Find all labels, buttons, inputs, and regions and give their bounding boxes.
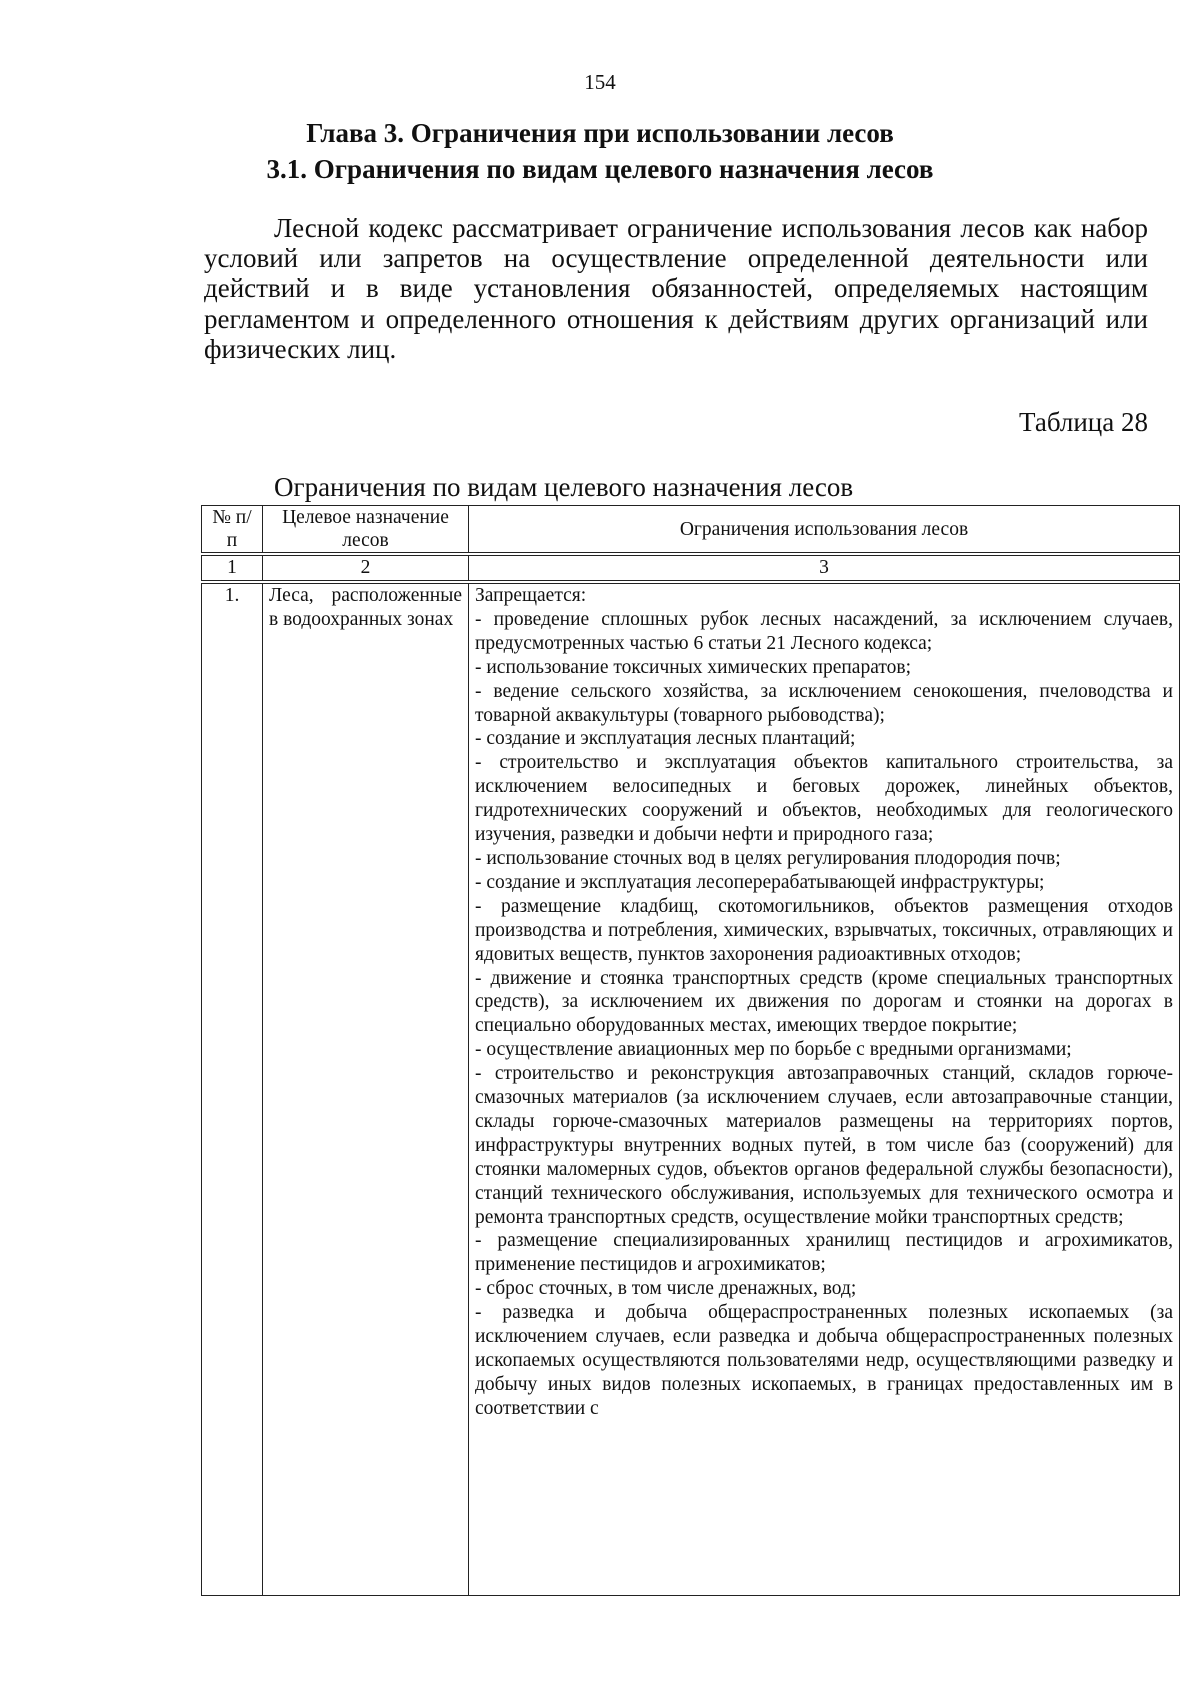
table-number: Таблица 28	[1019, 407, 1148, 437]
column-number: 1	[202, 554, 263, 582]
restriction-item: - создание и эксплуатация лесоперерабатывающей инфраструктуры;	[475, 871, 1045, 893]
restrictions-table	[201, 505, 1180, 1596]
restrictions-list	[475, 584, 1173, 1595]
chapter-title: Глава 3. Ограничения при использовании лесов	[306, 118, 894, 148]
row-number: 1.	[202, 582, 263, 1596]
restrictions-intro: Запрещается:	[475, 585, 587, 606]
page-number: 154	[584, 70, 616, 94]
restrictions-cell	[469, 582, 1180, 1596]
table-caption: Ограничения по видам целевого назначения лесов	[274, 472, 854, 502]
restriction-item: - использование токсичных химических препаратов;	[475, 656, 911, 678]
column-number: 2	[263, 554, 469, 582]
restriction-item: - размещение кладбищ, скотомогильников, объектов размещения отходов производства и потребления, химических, взрывчатых, токсичных, отравляющих и ядовитых веществ, пунктов захоронения радиоактивных отходов;	[475, 895, 1173, 965]
column-number: 3	[469, 554, 1180, 582]
restriction-item: - ведение сельского хозяйства, за исключением сенокошения, пчеловодства и товарной аквакультуры (товарного рыбоводства);	[475, 680, 1173, 726]
restriction-item: - осуществление авиационных мер по борьбе с вредными организмами;	[475, 1039, 1072, 1061]
restriction-item: - движение и стоянка транспортных средств (кроме специальных транспортных средств), за исключением их движения по дорогам и стоянки на дорогах в специально оборудованных местах, имеющих твердое покрытие;	[475, 967, 1173, 1037]
section-title: 3.1. Ограничения по видам целевого назначения лесов	[266, 154, 934, 184]
header-purpose: Целевое назначение лесов	[263, 506, 469, 555]
restriction-item: - использование сточных вод в целях регулирования плодородия почв;	[475, 847, 1061, 869]
intro-paragraph: Лесной кодекс рассматривает ограничение использования лесов как набор условий или запретов на осуществление определенной деятельности или действий и в виде установления обязанностей, определяемых настоящим регламентом и определенного отношения к действиям других организаций или физических лиц.	[204, 213, 1148, 364]
restriction-item: - строительство и реконструкция автозаправочных станций, складов горюче-смазочных материалов (за исключением случаев, если автозаправочные станции, склады горюче-смазочных материалов размещены на территориях портов, инфраструктуры внутренних водных путей, в том числе баз (сооружений) для стоянки маломерных судов, объектов органов федеральной службы безопасности), станций технического обслуживания, используемых для технического осмотра и ремонта транспортных средств, осуществление мойки транспортных средств;	[475, 1063, 1173, 1228]
header-restrictions: Ограничения использования лесов	[469, 506, 1180, 555]
restriction-item: - создание и эксплуатация лесных плантаций;	[475, 728, 856, 750]
restriction-item: - сброс сточных, в том числе дренажных, вод;	[475, 1278, 857, 1300]
forest-purpose: Леса, расположенные в водоохранных зонах	[263, 582, 469, 1596]
table-row	[202, 582, 1180, 1596]
restriction-item: - строительство и эксплуатация объектов капитального строительства, за исключением велосипедных и беговых дорожек, линейных объектов, гидротехнических сооружений и объектов, необходимых для геологического изучения, разведки и добычи нефти и природного газа;	[475, 752, 1173, 846]
header-number: № п/п	[202, 506, 263, 555]
restriction-item: - размещение специализированных хранилищ пестицидов и агрохимикатов, применение пестицидов и агрохимикатов;	[475, 1230, 1173, 1276]
column-numbers-row	[202, 554, 1180, 582]
table-header-row	[202, 506, 1180, 555]
restriction-item: - проведение сплошных рубок лесных насаждений, за исключением случаев, предусмотренных частью 6 статьи 21 Лесного кодекса;	[475, 608, 1173, 654]
restriction-item: - разведка и добыча общераспространенных полезных ископаемых (за исключением случаев, если разведка и добыча общераспространенных полезных ископаемых осуществляются пользователями недр, осуществляющими разведку и добычу иных видов полезных ископаемых, в границах предоставленных им в соответствии с	[475, 1302, 1173, 1419]
